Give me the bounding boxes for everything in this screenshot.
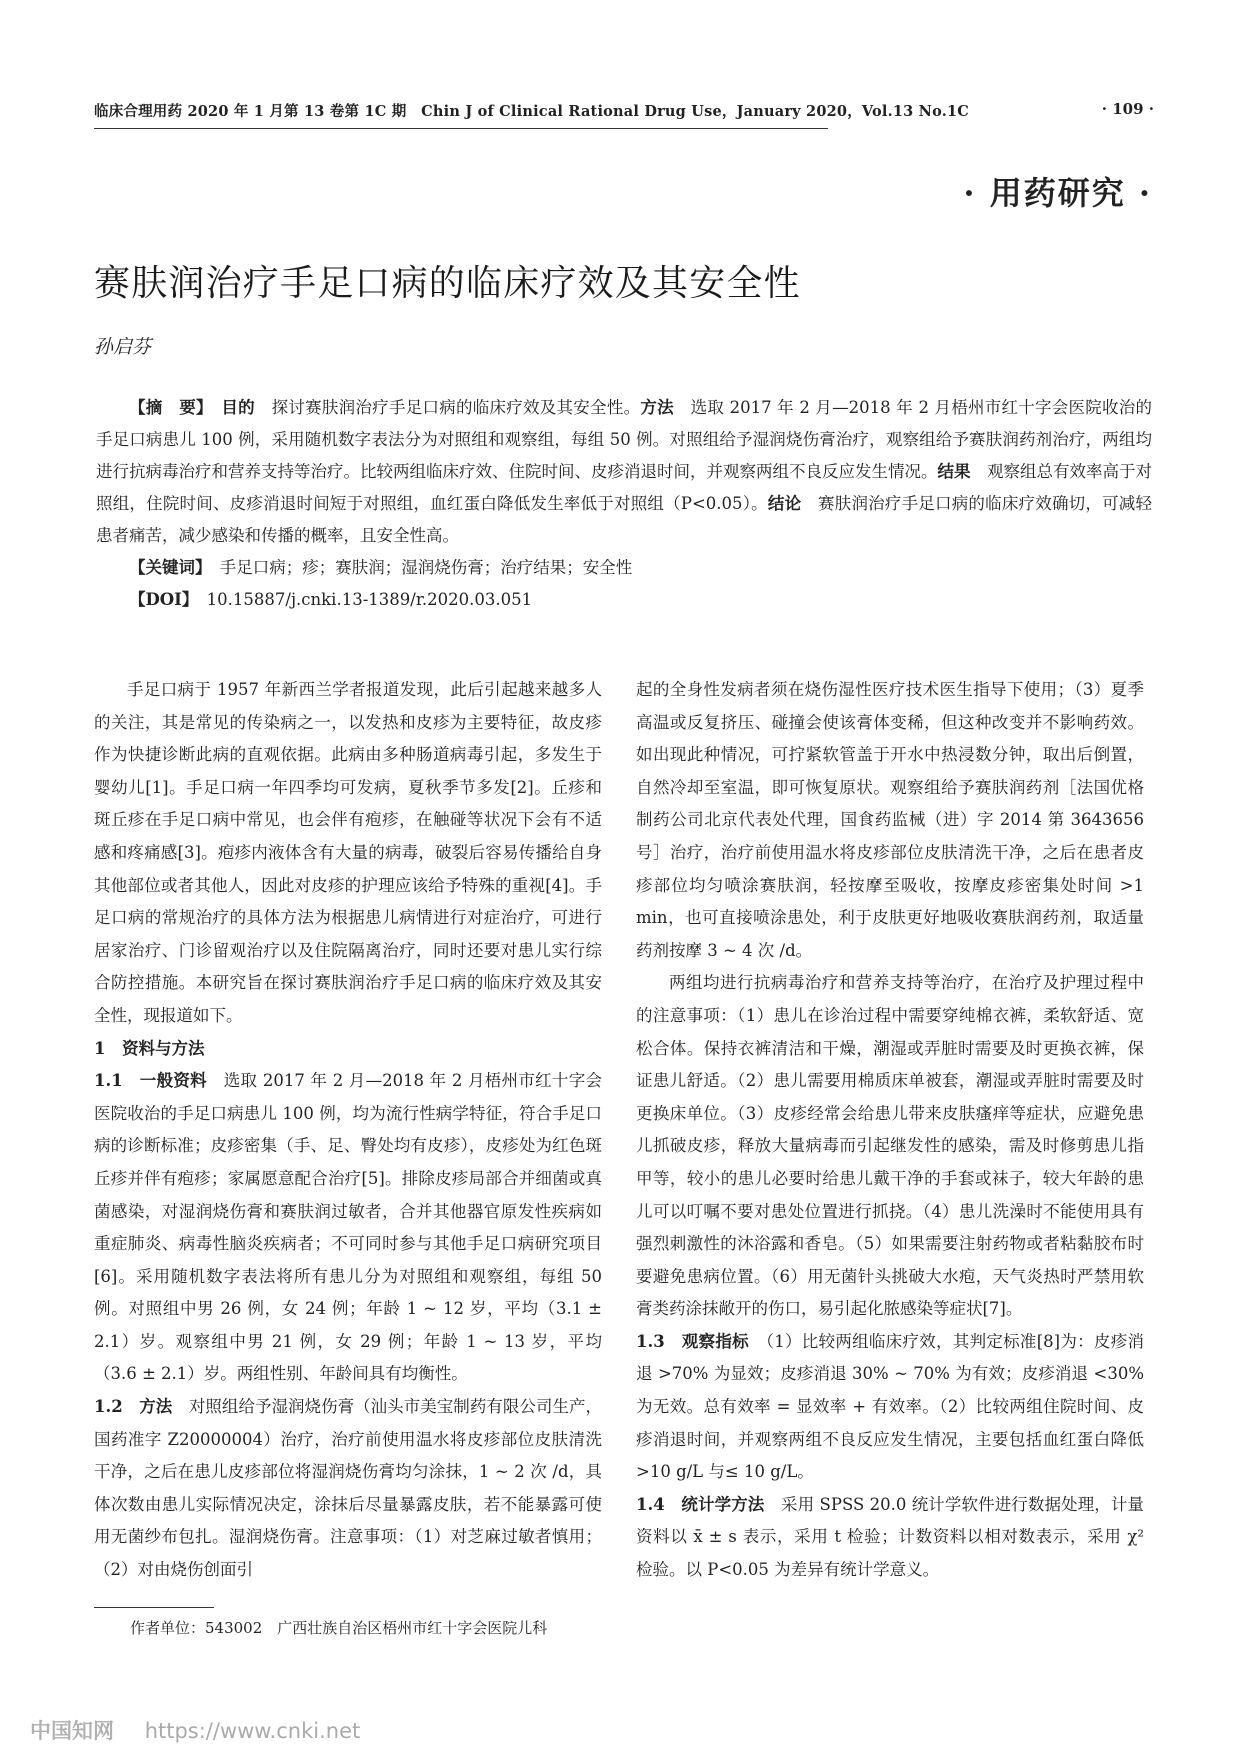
objective-text: 探讨赛肤润治疗手足口病的临床疗效及其安全性。 [271,398,641,417]
care-paragraph: 两组均进行抗病毒治疗和营养支持等治疗，在治疗及护理过程中的注意事项：（1）患儿在诊治过程中需要穿纯棉衣裤，柔软舒适、宽松合体。保持衣裤清洁和干燥，潮湿或弄脏时需要及时更换衣裤，保证患儿舒适。（2）患儿需要用棉质床单被套，潮湿或弄脏时需要及时更换床单位。（3）皮疹经常会给患儿带来皮肤瘙痒等症状，应避免患儿抓破皮疹，释放大量病毒而引起继发性的感染，需及时修剪患儿指甲等，较小的患儿必要时给患儿戴干净的手套或袜子，较大年龄的患儿可以叮嘱不要对患处位置进行抓挠。（4）患儿洗澡时不能使用具有强烈刺激性的沐浴露和香皂。（5）如果需要注射药物或者粘黏胶布时要避免患病位置。（6）用无菌针头挑破大水疱，天气炎热时严禁用软膏类药涂抹敞开的伤口，易引起化脓感染等症状[7]。 [636,973,1144,1319]
section-1-4 [636,1489,1144,1587]
section-1-3 [636,1326,1144,1489]
keywords [96,552,1152,584]
footnote-rule [94,1607,214,1608]
conclusion-label: 结论 [767,494,802,513]
section-1-2 [94,1391,602,1587]
running-header [94,100,1154,126]
section-1-3-title: 1.3 观察指标 [636,1331,749,1351]
section-heading-1: 1 资料与方法 [94,1038,205,1058]
abstract [96,392,1152,616]
result-label: 结果 [937,462,971,481]
keywords-text: 手足口病；疹；赛肤润；湿润烧伤膏；治疗结果；安全性 [219,558,633,577]
header-rule [94,128,828,129]
section-1-4-title: 1.4 统计学方法 [636,1494,765,1514]
abstract-label: 【摘 要】 [129,398,205,417]
page-number: · 109 · [1101,100,1154,118]
continuation-paragraph: 起的全身性发病者须在烧伤湿性医疗技术医生指导下使用；（3）夏季高温或反复挤压、碰撞会使该膏体变稀，但这种改变并不影响药效。如出现此种情况，可拧紧软管盖于开水中热浸数分钟，取出后倒置，自然冷却至室温，即可恢复原状。观察组给予赛肤润药剂［法国优格制药公司北京代表处代理，国食药监械（进）字 2014 第 3643656 号］治疗，治疗前使用温水将皮疹部位皮肤清洗干净，之后在患者皮疹部位均匀喷涂赛肤润，轻按摩至吸收，按摩皮疹密集处时间 >1 min，也可直接喷涂患处，利于皮肤更好地吸收赛肤润药剂，取适量药剂按摩 3 ~ 4 次 /d。 [636,680,1144,960]
article-title: 赛肤润治疗手足口病的临床疗效及其安全性 [94,263,801,304]
method-label: 方法 [640,398,674,417]
section-1-4-text: 采用 SPSS 20.0 统计学软件进行数据处理，计量资料以 x̄ ± s 表示，采用 t 检验；计数资料以相对数表示，采用 χ² 检验。以 P<0.05 为差异有统计学意义。 [636,1494,1144,1580]
journal-citation: 临床合理用药 2020 年 1 月第 13 卷第 1C 期 Chin J of Clinical Rational Drug Use，January 2020，Vol.13 No.1C [94,103,970,120]
intro-paragraph: 手足口病于 1957 年新西兰学者报道发现，此后引起越来越多人的关注，其是常见的传染病之一，以发热和皮疹为主要特征，故皮疹作为快捷诊断此病的直观依据。此病由多种肠道病毒引起，多发生于婴幼儿[1]。手足口病一年四季均可发病，夏秋季节多发[2]。丘疹和斑丘疹在手足口病中常见，也会伴有疱疹，在触碰等状况下会有不适感和疼痛感[3]。疱疹内液体含有大量的病毒，破裂后容易传播给自身其他部位或者其他人，因此对皮疹的护理应该给予特殊的重视[4]。手足口病的常规治疗的具体方法为根据患儿病情进行对症治疗，可进行居家治疗、门诊留观治疗以及住院隔离治疗，同时还要对患儿实行综合防控措施。本研究旨在探讨赛肤润治疗手足口病的临床疗效及其安全性，现报道如下。 [94,680,602,1025]
right-column [636,674,1144,1587]
doi-label: 【DOI】 [129,590,191,609]
cnki-watermark [30,1715,360,1745]
doi-text: 10.15887/j.cnki.13-1389/r.2020.03.051 [206,590,533,609]
section-tag: · 用药研究 · [963,174,1152,212]
section-1-1-text: 选取 2017 年 2 月—2018 年 2 月梧州市红十字会医院收治的手足口病患儿 100 例，均为流行性病学特征，符合手足口病的诊断标准；皮疹密集（手、足、臀处均有皮疹），皮疹处为红色斑丘疹并伴有疱疹；家属愿意配合治疗[5]。排除皮疹局部合并细菌或真菌感染，对湿润烧伤膏和赛肤润过敏者，合并其他器官原发性疾病如重症肺炎、病毒性脑炎疾病者；不可同时参与其他手足口病研究项目[6]。采用随机数字表法将所有患儿分为对照组和观察组，每组 50 例。对照组中男 26 例，女 24 例；年龄 1 ~ 12 岁，平均（3.1 ± 2.1）岁。观察组中男 21 例，女 29 例；年龄 1 ~ 13 岁，平均（3.6 ± 2.1）岁。两组性别、年龄间具有均衡性。 [94,1071,602,1384]
result-text: 观察组总有效率高于对照组，住院时间、皮疹消退时间短于对照组，血红蛋白降低发生率低于对照组（P<0.05）。 [96,462,1152,513]
section-1-1 [94,1065,602,1391]
section-1-2-text: 对照组给予湿润烧伤膏（汕头市美宝制药有限公司生产，国药准字 Z20000004）治疗，治疗前使用温水将皮疹部位皮肤清洗干净，之后在患儿皮疹部位将湿润烧伤膏均匀涂抹，1 ~ 2 次 /d，具体次数由患儿实际情况决定，涂抹后尽量暴露皮肤，若不能暴露可使用无菌纱布包扎。湿润烧伤膏。注意事项：（1）对芝麻过敏者慎用；（2）对由烧伤创面引 [94,1397,603,1580]
conclusion-text: 赛肤润治疗手足口病的临床疗效确切，可减轻患者痛苦，减少感染和传播的概率，且安全性高。 [96,494,1153,545]
keywords-label: 【关键词】 [129,558,204,577]
abstract-body [96,392,1152,552]
section-1-2-title: 1.2 方法 [94,1397,173,1417]
cnki-url: https://www.cnki.net [144,1719,361,1743]
section-1-3-text: （1）比较两组临床疗效，其判定标准[8]为：皮疹消退 >70% 为显效；皮疹消退 30% ~ 70% 为有效；皮疹消退 <30% 为无效。总有效率 = 显效率 + 有效率。（2）比较两组住院时间、皮疹消退时间，并观察两组不良反应发生情况，主要包括血红蛋白降低 >10 g/L 与≤ 10 g/L。 [636,1331,1144,1482]
method-text: 选取 2017 年 2 月—2018 年 2 月梧州市红十字会医院收治的手足口病患儿 100 例，采用随机数字表法分为对照组和观察组，每组 50 例。对照组给予湿润烧伤膏治疗，观察组给予赛肤润药剂治疗，两组均进行抗病毒治疗和营养支持等治疗。比较两组临床疗效、住院时间、皮疹消退时间，并观察两组不良反应发生情况。 [96,398,1153,481]
cnki-logo: 中国知网 [30,1719,114,1743]
objective-label: 目的 [221,398,255,417]
doi [96,584,1152,616]
left-column [94,674,602,1587]
author-affiliation: 作者单位：543002 广西壮族自治区梧州市红十字会医院儿科 [130,1619,548,1637]
author: 孙启芬 [94,336,152,358]
section-1-1-title: 1.1 一般资料 [94,1071,207,1091]
